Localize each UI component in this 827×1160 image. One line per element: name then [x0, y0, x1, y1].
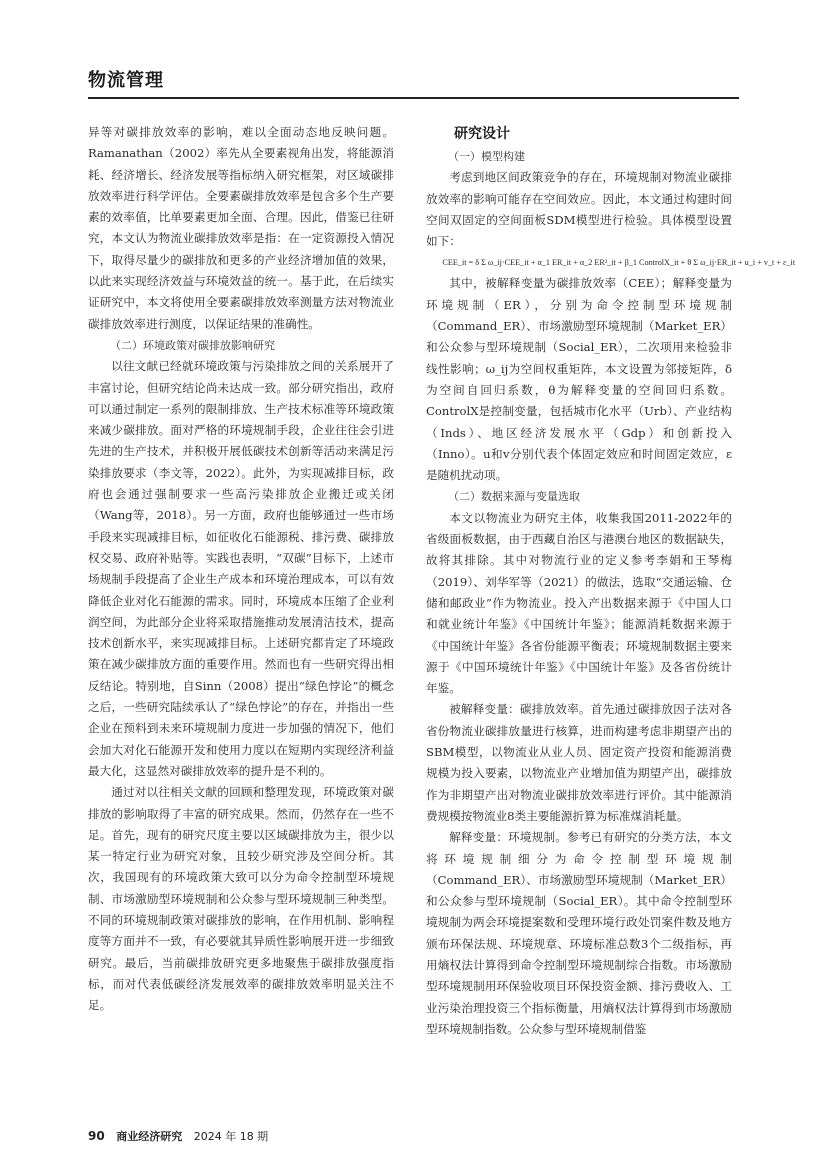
subsection-heading: （二）环境政策对碳排放影响研究: [110, 338, 275, 352]
paragraph: 本文以物流业为研究主体，收集我国2011-2022年的省级面板数据，由于西藏自治区与港澳台地区的数据缺失，故将其排除。其中对物流行业的定义参考李娟和王琴梅（2019）、刘华军等（2021）的做法，选取“交通运输、仓储和邮政业”作为物流业。投入产出数据来源于《中国人口和就业统计年鉴》《中国统计年鉴》；能源消耗数据来源于《中国统计年鉴》各省份能源平衡表；环境规制数据主要来源于《中国环境统计年鉴》《中国统计年鉴》及各省份统计年鉴。: [426, 510, 732, 696]
paragraph: 以往文献已经就环境政策与污染排放之间的关系展开了丰富讨论，但研究结论尚未达成一致。部分研究指出，政府可以通过制定一系列的限制排放、生产技术标准等环境政策来减少碳排放。面对严格的环境规制手段，企业往往会引进先进的生产技术，并积极开展低碳技术创新等活动来满足污染排放要求（李文等，2022）。此外，为实现减排目标，政府也会通过强制要求一些高污染排放企业搬迁或关闭（Wang等，2018）。另一方面，政府也能够通过一些市场手段来实现减排目标，如征收化石能源税、排污费、碳排放权交易、政府补贴等。实践也表明，“双碳”目标下，上述市场规制手段提高了企业生产成本和环境治理成本，可以有效降低企业对化石能源的需求。同时，环境成本压缩了企业利润空间，为此部分企业将采取措施推动发展清洁技术，提高技术创新水平，来实现减排目标。上述研究都肯定了环境政策在减少碳排放方面的重要作用。然而也有一些研究得出相反结论。特别地，自Sinn（2008）提出“绿色悖论”的概念之后，一些研究陆续承认了“绿色悖论”的存在，并指出一些企业在预料到未来环境规制力度进一步加强的情况下，他们会加大对化石能源开发和使用力度以在短期内实现经济利益最大化，这显然对碳排放效率的提升是不利的。: [88, 359, 394, 778]
paragraph: 考虑到地区间政策竞争的存在，环境规制对物流业碳排放效率的影响可能存在空间效应。因此，本文通过构建时间空间双固定的空间面板SDM模型进行检验。具体模型设置如下：: [426, 170, 732, 249]
page-number: 90: [88, 1129, 105, 1143]
model-formula: CEE_it = δ Σ ω_ij·CEE_it + α_1 ER_it + α_2 ER²_it + β_1 ControlX_it + θ Σ ω_ij·ER_it + u_i + v_t + ε_it: [442, 258, 796, 268]
paragraph: 被解释变量：碳排放效率。首先通过碳排放因子法对各省份物流业碳排放量进行核算，进而构建考虑非期望产出的SBM模型，以物流业从业人员、固定资产投资和能源消费规模为投入要素，以物流业产业增加值为期望产出，碳排放作为非期望产出对物流业碳排放效率进行评价。其中能源消费规模按物流业8类主要能源折算为标准煤消耗量。: [426, 702, 732, 823]
subsection-heading: （二）数据来源与变量选取: [448, 490, 580, 504]
journal-name: 商业经济研究: [116, 1130, 183, 1143]
section-heading: 研究设计: [454, 126, 510, 142]
paragraph: 异等对碳排放效率的影响，难以全面动态地反映问题。Ramanathan（2002）率先从全要素视角出发，将能源消耗、经济增长、经济发展等指标纳入研究框架，对区域碳排放效率进行科学评估。全要素碳排放效率是包含多个生产要素的效率值，比单要素更加全面、合理。因此，借鉴已往研究，本文认为物流业碳排放效率是指：在一定资源投入情况下，取得尽量少的碳排放和更多的产业经济增加值的效果，以此来实现经济效益与环境效益的统一。基于此，在后续实证研究中，本文将使用全要素碳排放效率测量方法对物流业碳排放效率进行测度，以保证结果的准确性。: [88, 125, 394, 331]
left-column: [88, 122, 394, 1016]
right-column: [426, 122, 796, 1040]
header-divider: [88, 97, 739, 99]
page-footer: [88, 1128, 268, 1144]
subsection-heading: （一）模型构建: [448, 150, 525, 163]
paragraph: 解释变量：环境规制。参考已有研究的分类方法，本文将环境规制细分为命令控制型环境规制（Command_ER）、市场激励型环境规制（Market_ER）和公众参与型环境规制（Social_ER）。其中命令控制型环境规制为两会环境提案数和受理环境行政处罚案件数及地方颁布环保法规、环境规章、环境标准总数3个二级指标，再用熵权法计算得到命令控制型环境规制综合指数。市场激励型环境规制用环保验收项目环保投资金额、排污费收入、工业污染治理投资三个指标衡量，用熵权法计算得到市场激励型环境规制指数。公众参与型环境规制借鉴: [426, 830, 732, 1036]
issue-label: 2024 年 18 期: [193, 1130, 269, 1143]
journal-section-title: 物流管理: [88, 70, 164, 91]
paragraph: 通过对以往相关文献的回顾和整理发现，环境政策对碳排放的影响取得了丰富的研究成果。然而，仍然存在一些不足。首先，现有的研究尺度主要以区域碳排放为主，很少以某一特定行业为研究对象，且较少研究涉及空间分析。其次，我国现有的环境政策大致可以分为命令控制型环境规制、市场激励型环境规制和公众参与型环境规制三种类型。不同的环境规制政策对碳排放的影响，在作用机制、影响程度等方面并不一致，有必要就其异质性影响展开进一步细致研究。最后，当前碳排放研究更多地聚焦于碳排放强度指标，而对代表低碳经济发展效率的碳排放效率明显关注不足。: [88, 785, 394, 1013]
paragraph: 其中，被解释变量为碳排放效率（CEE）；解释变量为环境规制（ER），分别为命令控制型环境规制（Command_ER）、市场激励型环境规制（Market_ER）和公众参与型环境规制（Social_ER），二次项用来检验非线性影响；ω_ij为空间权重矩阵，本文设置为邻接矩阵，δ为空间自回归系数，θ为解释变量的空间回归系数。ControlX是控制变量，包括城市化水平（Urb）、产业结构（Inds）、地区经济发展水平（Gdp）和创新投入（Inno）。u和v分别代表个体固定效应和时间固定效应，ε是随机扰动项。: [426, 276, 732, 483]
